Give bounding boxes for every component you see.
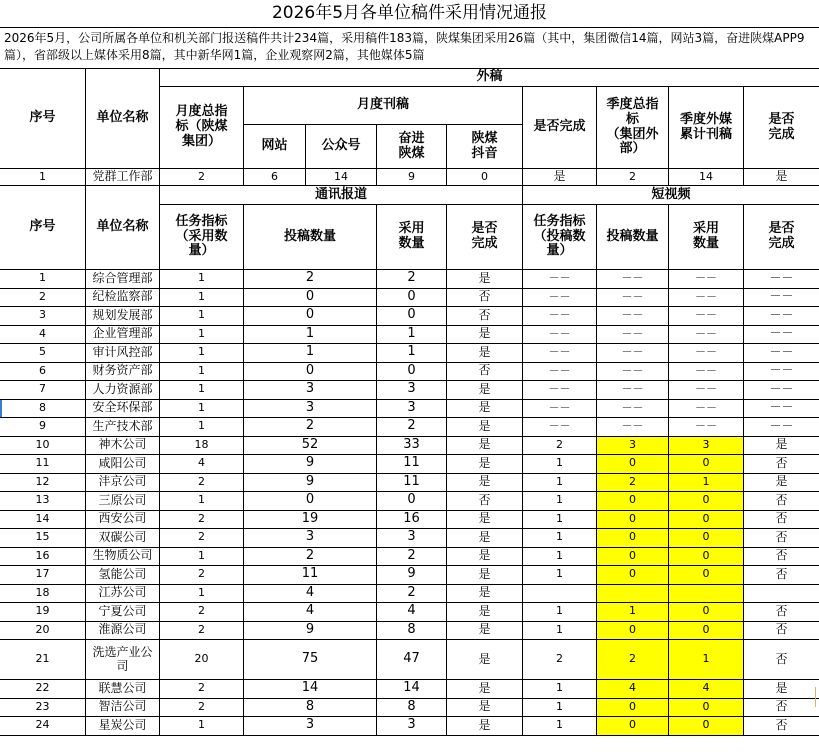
table-row-adopted: 11	[377, 455, 447, 474]
table-row-submitted: 14	[244, 680, 377, 699]
table-row-video-submitted: 0	[597, 455, 669, 474]
table-row-unit-name: 咸阳公司	[86, 455, 160, 474]
table-row-adopted: 14	[377, 680, 447, 699]
table-row-video-task: －－	[523, 289, 597, 308]
table-row-unit-name: 安全环保部	[86, 400, 160, 419]
table-row-unit-name: 财务资产部	[86, 363, 160, 382]
table-row-completed: 是	[447, 717, 523, 736]
table-row-video-task	[523, 585, 597, 604]
table-row-video-completed	[744, 585, 819, 604]
table-row-video-adopted: －－	[669, 307, 744, 326]
table-row-completed: 是	[447, 400, 523, 419]
table-row-seq: 10	[0, 437, 86, 456]
table-row-video-completed: －－	[744, 400, 819, 419]
table-row-adopted: 0	[377, 289, 447, 308]
table-row-video-completed: 否	[744, 529, 819, 548]
table-row-task-target: 2	[160, 511, 244, 530]
table-row-video-task: －－	[523, 363, 597, 382]
table-row-adopted: 33	[377, 437, 447, 456]
table-row-seq: 21	[0, 640, 86, 680]
table-row-video-submitted: 2	[597, 474, 669, 493]
table-row-video-submitted: －－	[597, 418, 669, 437]
table-row-video-completed: 是	[744, 680, 819, 699]
edge-marker	[815, 687, 819, 707]
table-row-adopted: 9	[377, 566, 447, 585]
table-row-adopted: 4	[377, 603, 447, 622]
table-row-video-submitted: 4	[597, 680, 669, 699]
header-quarter-target: 季度总指 标 （集团外 部）	[597, 87, 669, 169]
row-wechat: 14	[306, 169, 377, 186]
table-row-seq: 2	[0, 289, 86, 308]
table-row-seq: 9	[0, 418, 86, 437]
table-row-video-task: 1	[523, 548, 597, 567]
table-row-adopted: 11	[377, 474, 447, 493]
row-unit-name: 党群工作部	[86, 169, 160, 186]
table-row-video-adopted: －－	[669, 363, 744, 382]
table-row-completed: 是	[447, 699, 523, 718]
header-completed: 是否完成	[523, 87, 597, 169]
table-row-seq: 6	[0, 363, 86, 382]
table-row-completed: 否	[447, 363, 523, 382]
header-seq: 序号	[0, 69, 86, 169]
table-row-task-target: 20	[160, 640, 244, 680]
table-row-unit-name: 星炭公司	[86, 717, 160, 736]
table-row-seq: 5	[0, 344, 86, 363]
table-row-adopted: 3	[377, 529, 447, 548]
table-row-seq: 19	[0, 603, 86, 622]
table-row-video-task: 1	[523, 529, 597, 548]
table-row-unit-name: 宁夏公司	[86, 603, 160, 622]
table-row-adopted: 1	[377, 344, 447, 363]
table-row-adopted: 1	[377, 326, 447, 345]
table-row-completed: 是	[447, 622, 523, 641]
table-row-video-completed: 否	[744, 548, 819, 567]
table-row-unit-name: 淮源公司	[86, 622, 160, 641]
group-header-monthly: 月度刊稿	[244, 87, 523, 125]
table-row-seq: 22	[0, 680, 86, 699]
header-video-submitted: 投稿数量	[597, 205, 669, 270]
table-row-seq: 18	[0, 585, 86, 604]
table-row-video-adopted: 0	[669, 529, 744, 548]
table-row-task-target: 4	[160, 455, 244, 474]
row-website: 6	[244, 169, 306, 186]
header-website: 网站	[244, 125, 306, 169]
table-row-video-task: 1	[523, 680, 597, 699]
table-row-video-submitted: －－	[597, 270, 669, 289]
table-row-unit-name: 生物质公司	[86, 548, 160, 567]
table-row-video-task: －－	[523, 307, 597, 326]
table-row-task-target: 1	[160, 344, 244, 363]
table-row-submitted: 3	[244, 400, 377, 419]
table-row-unit-name: 生产技术部	[86, 418, 160, 437]
header-submitted: 投稿数量	[244, 205, 377, 270]
table-row-completed: 是	[447, 566, 523, 585]
table-row-completed: 是	[447, 437, 523, 456]
table-row-submitted: 75	[244, 640, 377, 680]
table-row-video-submitted: 0	[597, 511, 669, 530]
table-row-task-target: 1	[160, 289, 244, 308]
table-row-completed: 是	[447, 548, 523, 567]
table-row-task-target: 1	[160, 717, 244, 736]
header-video-completed: 是否 完成	[744, 205, 819, 270]
table-row-submitted: 9	[244, 474, 377, 493]
table-row-seq: 3	[0, 307, 86, 326]
table-row-completed: 是	[447, 585, 523, 604]
table-row-video-submitted: 0	[597, 622, 669, 641]
table-row-submitted: 11	[244, 566, 377, 585]
header-wechat: 公众号	[306, 125, 377, 169]
table-row-unit-name: 纪检监察部	[86, 289, 160, 308]
table-row-video-submitted: 0	[597, 492, 669, 511]
table-row-video-submitted: 0	[597, 566, 669, 585]
table-row-unit-name: 规划发展部	[86, 307, 160, 326]
table-row-unit-name: 企业管理部	[86, 326, 160, 345]
table-row-video-completed: 否	[744, 603, 819, 622]
table-row-video-completed: －－	[744, 381, 819, 400]
row-completed: 是	[523, 169, 597, 186]
row-selection-marker	[0, 400, 2, 417]
row-quarter-cumulative: 14	[669, 169, 744, 186]
table-row-submitted: 8	[244, 699, 377, 718]
table-row-video-completed: －－	[744, 270, 819, 289]
table-row-unit-name: 审计风控部	[86, 344, 160, 363]
table-row-video-completed: －－	[744, 307, 819, 326]
table-row-video-task: －－	[523, 326, 597, 345]
table-row-video-submitted: －－	[597, 344, 669, 363]
table-row-submitted: 0	[244, 289, 377, 308]
table-row-video-task: －－	[523, 400, 597, 419]
table-row-seq: 12	[0, 474, 86, 493]
header-video-adopted: 采用 数量	[669, 205, 744, 270]
table-row-unit-name: 洗选产业公 司	[86, 640, 160, 680]
table-row-video-task: 1	[523, 474, 597, 493]
table-row-unit-name: 人力资源部	[86, 381, 160, 400]
table-row-video-adopted: －－	[669, 400, 744, 419]
table-row-submitted: 9	[244, 622, 377, 641]
table-row-task-target: 1	[160, 492, 244, 511]
table-row-video-submitted: 0	[597, 529, 669, 548]
header-seq-2: 序号	[0, 186, 86, 270]
table-row-seq: 1	[0, 270, 86, 289]
table-row-unit-name: 综合管理部	[86, 270, 160, 289]
table-row-adopted: 3	[377, 381, 447, 400]
table-row-task-target: 2	[160, 474, 244, 493]
table-row-video-completed: －－	[744, 289, 819, 308]
header-adopted: 采用 数量	[377, 205, 447, 270]
table-row-submitted: 3	[244, 381, 377, 400]
header-quarter-cumulative: 季度外媒 累计刊稿	[669, 87, 744, 169]
table-row-completed: 否	[447, 289, 523, 308]
row-quarter-completed: 是	[744, 169, 819, 186]
table-row-task-target: 2	[160, 529, 244, 548]
table-row-submitted: 3	[244, 717, 377, 736]
header-monthly-target: 月度总指 标（陕煤 集团）	[160, 87, 244, 169]
table-row-video-task: －－	[523, 344, 597, 363]
table-row-video-submitted: －－	[597, 326, 669, 345]
table-row-submitted: 2	[244, 418, 377, 437]
table-row-unit-name: 氢能公司	[86, 566, 160, 585]
table-row-adopted: 0	[377, 363, 447, 382]
table-row-adopted: 3	[377, 717, 447, 736]
table-row-video-task: 1	[523, 603, 597, 622]
table-row-video-adopted: －－	[669, 418, 744, 437]
table-row-video-adopted: －－	[669, 270, 744, 289]
table-row-task-target: 2	[160, 622, 244, 641]
table-row-video-completed: 否	[744, 566, 819, 585]
table-row-unit-name: 江苏公司	[86, 585, 160, 604]
table-row-video-adopted: －－	[669, 289, 744, 308]
table-row-adopted: 2	[377, 270, 447, 289]
table-row-task-target: 1	[160, 548, 244, 567]
row-app: 9	[377, 169, 447, 186]
table-row-video-adopted: －－	[669, 344, 744, 363]
table-row-unit-name: 三原公司	[86, 492, 160, 511]
table-row-video-task: 1	[523, 455, 597, 474]
table-row-adopted: 2	[377, 585, 447, 604]
table-row-adopted: 3	[377, 400, 447, 419]
table-row-video-completed: 否	[744, 640, 819, 680]
row-quarter-target: 2	[597, 169, 669, 186]
table-row-submitted: 0	[244, 492, 377, 511]
table-row-completed: 是	[447, 640, 523, 680]
table-row-video-adopted: －－	[669, 381, 744, 400]
table-row-video-adopted: 3	[669, 437, 744, 456]
table-row-submitted: 0	[244, 363, 377, 382]
table-row-submitted: 3	[244, 529, 377, 548]
table-row-task-target: 1	[160, 585, 244, 604]
table-row-seq: 11	[0, 455, 86, 474]
table-row-video-submitted: －－	[597, 400, 669, 419]
table-row-submitted: 4	[244, 603, 377, 622]
table-row-video-completed: 否	[744, 622, 819, 641]
table-row-video-task: －－	[523, 270, 597, 289]
table-row-unit-name: 西安公司	[86, 511, 160, 530]
table-row-submitted: 1	[244, 326, 377, 345]
table-row-video-task: －－	[523, 381, 597, 400]
table-row-task-target: 2	[160, 699, 244, 718]
table-row-video-task: 1	[523, 566, 597, 585]
table-row-video-completed: 否	[744, 699, 819, 718]
table-row-task-target: 1	[160, 363, 244, 382]
table-row-submitted: 4	[244, 585, 377, 604]
table-row-submitted: 9	[244, 455, 377, 474]
table-row-adopted: 8	[377, 622, 447, 641]
table-row-seq: 20	[0, 622, 86, 641]
table-row-video-task: 2	[523, 437, 597, 456]
table-row-video-adopted: 0	[669, 699, 744, 718]
table-row-seq: 7	[0, 381, 86, 400]
table-row-video-adopted	[669, 585, 744, 604]
table-row-submitted: 2	[244, 270, 377, 289]
table-row-completed: 是	[447, 455, 523, 474]
table-row-video-adopted: 0	[669, 492, 744, 511]
table-row-video-completed: 否	[744, 492, 819, 511]
table-row-video-adopted: 0	[669, 548, 744, 567]
table-row-seq: 24	[0, 717, 86, 736]
table-row-video-completed: 是	[744, 437, 819, 456]
table-row-video-adopted: 0	[669, 603, 744, 622]
table-row-video-submitted: －－	[597, 381, 669, 400]
table-row-unit-name: 智洁公司	[86, 699, 160, 718]
table-row-submitted: 1	[244, 344, 377, 363]
table-row-video-submitted: 0	[597, 548, 669, 567]
table-row-video-submitted: 3	[597, 437, 669, 456]
table-row-submitted: 19	[244, 511, 377, 530]
header-unit-name-2: 单位名称	[86, 186, 160, 270]
table-row-video-completed: 否	[744, 455, 819, 474]
table-row-seq: 4	[0, 326, 86, 345]
header-unit-name: 单位名称	[86, 69, 160, 169]
table-row-unit-name: 双碳公司	[86, 529, 160, 548]
table-row-video-task: 1	[523, 622, 597, 641]
table-row-seq: 13	[0, 492, 86, 511]
table-row-task-target: 2	[160, 603, 244, 622]
table-row-video-submitted: －－	[597, 289, 669, 308]
table-row-completed: 是	[447, 680, 523, 699]
group-header-news: 通讯报道	[160, 186, 523, 205]
table-row-task-target: 1	[160, 381, 244, 400]
table-row-adopted: 8	[377, 699, 447, 718]
table-row-completed: 是	[447, 326, 523, 345]
table-row-completed: 是	[447, 381, 523, 400]
table-row-seq: 16	[0, 548, 86, 567]
table-row-seq: 8	[0, 400, 86, 419]
header-douyin: 陕煤 抖音	[447, 125, 523, 169]
table-row-task-target: 1	[160, 418, 244, 437]
table-row-video-submitted: 0	[597, 717, 669, 736]
table-row-video-completed: －－	[744, 326, 819, 345]
report-title: 2026年5月各单位稿件采用情况通报	[0, 0, 819, 28]
table-row-task-target: 2	[160, 680, 244, 699]
table-row-video-submitted: －－	[597, 363, 669, 382]
header-app: 奋进 陕煤	[377, 125, 447, 169]
table-row-video-task: 1	[523, 511, 597, 530]
table-row-video-adopted: 0	[669, 511, 744, 530]
table-row-video-adopted: 4	[669, 680, 744, 699]
table-row-completed: 是	[447, 344, 523, 363]
table-row-unit-name: 联慧公司	[86, 680, 160, 699]
table-row-completed: 是	[447, 270, 523, 289]
table-row-completed: 否	[447, 492, 523, 511]
table-row-adopted: 2	[377, 548, 447, 567]
header-completed-3: 是否 完成	[447, 205, 523, 270]
group-header-short-video: 短视频	[523, 186, 819, 205]
table-row-video-submitted: 0	[597, 699, 669, 718]
row-seq: 1	[0, 169, 86, 186]
table-row-video-task: －－	[523, 418, 597, 437]
summary-text: 2026年5月，公司所属各单位和机关部门报送稿件共计234篇，采用稿件183篇，陕煤集团采用26篇（其中，集团微信14篇，网站3篇，奋进陕煤APP9篇），省部级以上媒体采用8篇，其中新华网1篇，企业观察网2篇，其他媒体5篇	[0, 28, 819, 69]
table-row-video-submitted: －－	[597, 307, 669, 326]
table-row-video-adopted: 0	[669, 566, 744, 585]
table-row-completed: 是	[447, 603, 523, 622]
table-row-completed: 是	[447, 511, 523, 530]
row-monthly-target: 2	[160, 169, 244, 186]
table-row-task-target: 1	[160, 307, 244, 326]
table-row-completed: 是	[447, 418, 523, 437]
table-row-completed: 是	[447, 529, 523, 548]
row-douyin: 0	[447, 169, 523, 186]
table-row-video-adopted: 1	[669, 474, 744, 493]
header-task-target: 任务指标 （采用数 量）	[160, 205, 244, 270]
table-row-seq: 23	[0, 699, 86, 718]
table-row-video-completed: －－	[744, 363, 819, 382]
table-row-seq: 15	[0, 529, 86, 548]
table-row-video-adopted: 0	[669, 455, 744, 474]
table-row-adopted: 47	[377, 640, 447, 680]
header-completed-2: 是否 完成	[744, 87, 819, 169]
table-row-video-completed: 否	[744, 717, 819, 736]
table-row-completed: 否	[447, 307, 523, 326]
table-row-adopted: 0	[377, 492, 447, 511]
table-row-video-completed: 是	[744, 474, 819, 493]
group-header-waigao: 外稿	[160, 69, 819, 87]
table-row-submitted: 0	[244, 307, 377, 326]
table-row-submitted: 52	[244, 437, 377, 456]
table-row-video-completed: 否	[744, 511, 819, 530]
table-row-task-target: 18	[160, 437, 244, 456]
table-row-seq: 14	[0, 511, 86, 530]
table-row-unit-name: 沣京公司	[86, 474, 160, 493]
table-row-task-target: 1	[160, 270, 244, 289]
table-row-video-adopted: 1	[669, 640, 744, 680]
table-row-video-submitted: 1	[597, 603, 669, 622]
table-row-adopted: 0	[377, 307, 447, 326]
table-row-video-task: 2	[523, 640, 597, 680]
table-row-task-target: 1	[160, 400, 244, 419]
table-row-video-completed: －－	[744, 418, 819, 437]
table-row-completed: 是	[447, 474, 523, 493]
table-row-submitted: 2	[244, 548, 377, 567]
header-video-task: 任务指标 （投稿数 量）	[523, 205, 597, 270]
table-row-task-target: 2	[160, 566, 244, 585]
table-row-video-adopted: 0	[669, 717, 744, 736]
table-row-seq: 17	[0, 566, 86, 585]
table-row-video-completed: －－	[744, 344, 819, 363]
table-row-video-adopted: －－	[669, 326, 744, 345]
table-row-adopted: 16	[377, 511, 447, 530]
table-row-unit-name: 神木公司	[86, 437, 160, 456]
table-row-video-adopted: 0	[669, 622, 744, 641]
table-row-video-task: 1	[523, 492, 597, 511]
table-row-video-submitted: 2	[597, 640, 669, 680]
table-row-video-task: 1	[523, 717, 597, 736]
table-row-task-target: 1	[160, 326, 244, 345]
table-row-video-task: 1	[523, 699, 597, 718]
table-row-video-submitted	[597, 585, 669, 604]
table-row-adopted: 2	[377, 418, 447, 437]
